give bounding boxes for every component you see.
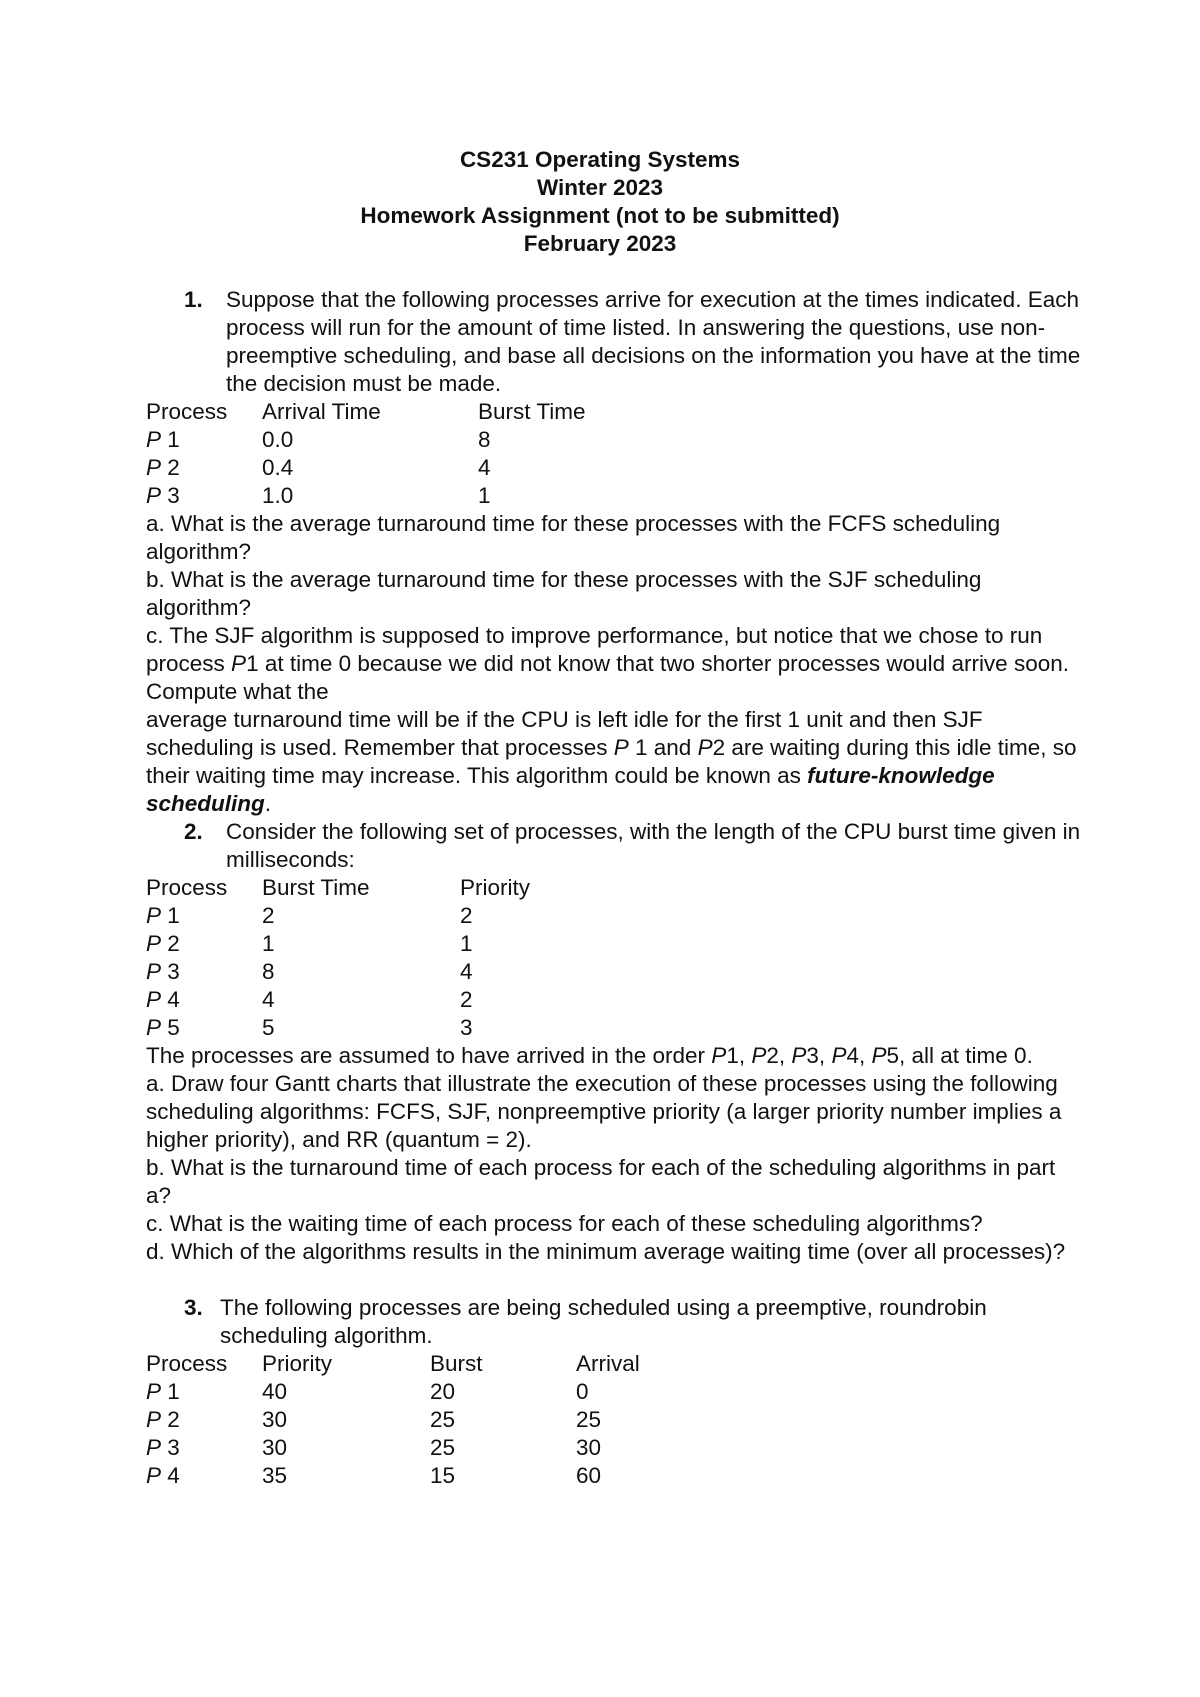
question-number: 3. [184, 1295, 203, 1320]
q2-part-c: c. What is the waiting time of each process for each of these scheduling algorithms? [146, 1211, 983, 1236]
table-row [146, 1378, 1086, 1406]
process-name: P 2 [146, 1407, 180, 1432]
table-row [146, 930, 1086, 958]
priority: 3 [460, 1015, 473, 1040]
q2-part-d: d. Which of the algorithms results in the minimum average waiting time (over all processes)? [146, 1239, 1066, 1264]
table-header: Burst [430, 1351, 483, 1376]
burst: 15 [430, 1463, 456, 1488]
process-name: P 2 [146, 455, 180, 480]
priority: 30 [262, 1435, 288, 1460]
q2-part-a: a. Draw four Gantt charts that illustrate the execution of these processes using the following scheduling algorithms: FCFS, SJF, nonpreemptive priority (a larger priority number implies a higher priority), and RR (quantum = 2). [146, 1071, 1062, 1152]
priority: 2 [460, 987, 473, 1012]
table-row [146, 986, 1086, 1014]
table-header-row [146, 874, 1086, 902]
arrival: 0 [576, 1379, 589, 1404]
burst: 25 [430, 1407, 456, 1432]
burst-time: 4 [478, 455, 491, 480]
q2-arrival-order: The processes are assumed to have arrived in the order P1, P2, P3, P4, P5, all at time 0. [146, 1043, 1033, 1068]
priority: 30 [262, 1407, 288, 1432]
priority: 4 [460, 959, 473, 984]
table-header: Process [146, 875, 228, 900]
document-body [146, 286, 1086, 1490]
arrival: 60 [576, 1463, 602, 1488]
process-name: P 3 [146, 483, 180, 508]
burst-time: 1 [262, 931, 275, 956]
spacer [146, 1266, 1086, 1294]
burst-time: 8 [478, 427, 491, 452]
process-name: P 1 [146, 1379, 180, 1404]
table-row [146, 1462, 1086, 1490]
table-header: Burst Time [478, 399, 586, 424]
document-header [0, 146, 1200, 258]
burst-time: 1 [478, 483, 491, 508]
table-header: Arrival [576, 1351, 640, 1376]
process-name: P 2 [146, 931, 180, 956]
question-text: Consider the following set of processes, with the length of the CPU burst time given in milliseconds: [226, 819, 1081, 872]
table-row [146, 1014, 1086, 1042]
question-1-prompt [146, 286, 1086, 398]
table-header: Process [146, 1351, 228, 1376]
burst: 25 [430, 1435, 456, 1460]
burst-time: 8 [262, 959, 275, 984]
process-name: P 4 [146, 987, 180, 1012]
table-row [146, 482, 1086, 510]
table-row [146, 958, 1086, 986]
process-name: P 3 [146, 959, 180, 984]
question-number: 2. [184, 819, 203, 844]
table-row [146, 454, 1086, 482]
question-text: Suppose that the following processes arrive for execution at the times indicated. Each process will run for the amount of time listed. In answering the questions, use non-preemptive scheduling, and base all decisions on the information you have at the time the decision must be made. [226, 287, 1081, 396]
table-header-row [146, 398, 1086, 426]
q2-table [146, 874, 1086, 1042]
question-3-prompt [146, 1294, 1086, 1350]
burst: 20 [430, 1379, 456, 1404]
arrival: 25 [576, 1407, 602, 1432]
term: Winter 2023 [536, 175, 664, 200]
course-title: CS231 Operating Systems [459, 147, 741, 172]
question-text: The following processes are being scheduled using a preemptive, roundrobin scheduling algorithm. [220, 1295, 987, 1348]
table-header-row [146, 1350, 1086, 1378]
priority: 1 [460, 931, 473, 956]
table-header: Priority [460, 875, 531, 900]
table-row [146, 902, 1086, 930]
priority: 35 [262, 1463, 288, 1488]
table-header: Process [146, 399, 228, 424]
burst-time: 2 [262, 903, 275, 928]
table-row [146, 1406, 1086, 1434]
priority: 40 [262, 1379, 288, 1404]
arrival-time: 0.0 [262, 427, 294, 452]
q1-part-b: b. What is the average turnaround time for these processes with the SJF scheduling algorithm? [146, 567, 982, 620]
table-header: Arrival Time [262, 399, 381, 424]
q1-part-c: c. The SJF algorithm is supposed to improve performance, but notice that we chose to run process P1 at time 0 because we did not know that two shorter processes would arrive soon. Compute what the [146, 623, 1069, 704]
process-name: P 3 [146, 1435, 180, 1460]
table-header: Priority [262, 1351, 333, 1376]
question-number: 1. [184, 287, 203, 312]
question-2-prompt [146, 818, 1086, 874]
burst-time: 5 [262, 1015, 275, 1040]
process-name: P 5 [146, 1015, 180, 1040]
process-name: P 1 [146, 903, 180, 928]
assignment-title: Homework Assignment (not to be submitted) [360, 203, 840, 228]
priority: 2 [460, 903, 473, 928]
q3-table [146, 1350, 1086, 1490]
table-row [146, 426, 1086, 454]
table-header: Burst Time [262, 875, 370, 900]
arrival-time: 1.0 [262, 483, 294, 508]
process-name: P 4 [146, 1463, 180, 1488]
q1-table [146, 398, 1086, 510]
burst-time: 4 [262, 987, 275, 1012]
q1-part-a: a. What is the average turnaround time for these processes with the FCFS scheduling algorithm? [146, 511, 1001, 564]
table-row [146, 1434, 1086, 1462]
arrival: 30 [576, 1435, 602, 1460]
process-name: P 1 [146, 427, 180, 452]
arrival-time: 0.4 [262, 455, 294, 480]
q2-part-b: b. What is the turnaround time of each process for each of the scheduling algorithms in part a? [146, 1155, 1056, 1208]
assignment-date: February 2023 [523, 231, 677, 256]
q1-part-c-continued: average turnaround time will be if the CPU is left idle for the first 1 unit and then SJF scheduling is used. Remember that processes P 1 and P2 are waiting during this idle time, so their waiting time may increase. This algorithm could be known as future-knowledge scheduling. [146, 707, 1077, 816]
emphasis-term: future-knowledge scheduling [146, 763, 995, 816]
